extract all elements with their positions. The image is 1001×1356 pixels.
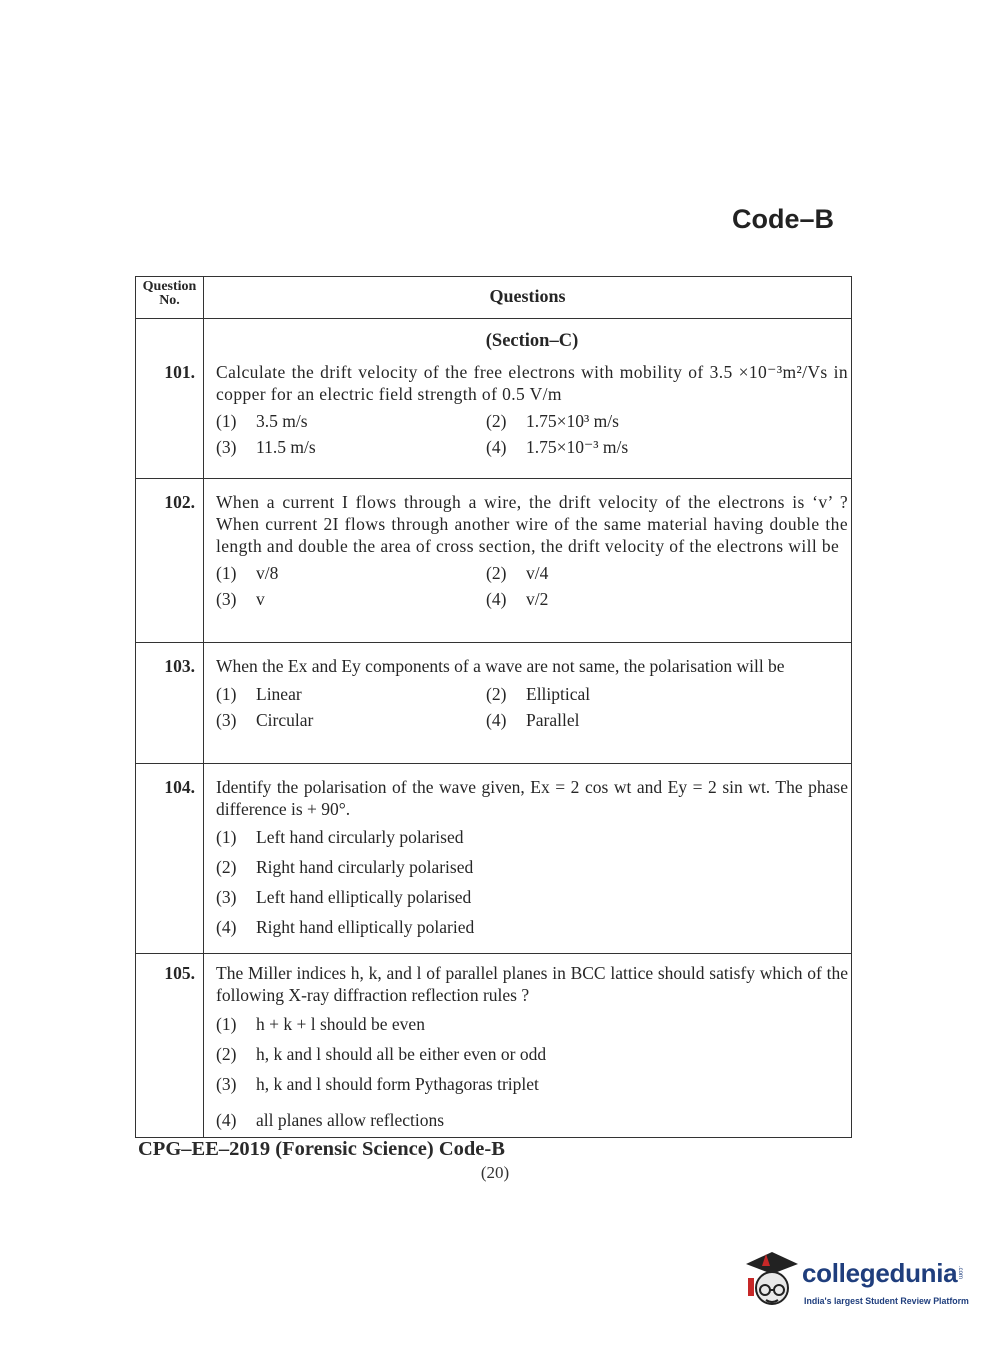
exam-footer: CPG–EE–2019 (Forensic Science) Code-B [138, 1138, 505, 1160]
section-heading: (Section–C) [485, 331, 579, 351]
option: (1) Linear [216, 684, 302, 704]
options-grid [216, 408, 848, 460]
option: (1) v/8 [216, 563, 279, 583]
question-text: When a current I flows through a wire, the drift velocity of the electrons is ‘v’ ? When current 2I flows through another wire of the same material having double the length and double the area of cross section, the drift velocity of the electrons will be [216, 492, 848, 556]
option: (2) Right hand circularly polarised [216, 857, 474, 877]
table-row [136, 479, 852, 643]
option: (2) v/4 [486, 563, 549, 583]
logo-tagline: India's largest Student Review Platform [804, 1296, 969, 1306]
logo-domain: .com [957, 1266, 963, 1280]
question-text: When the Ex and Ey components of a wave are not same, the polarisation will be [216, 656, 785, 676]
option: (3) 11.5 m/s [216, 437, 316, 457]
option: (3) Circular [216, 710, 314, 730]
question-no-header: Question No. [136, 277, 204, 319]
code-heading: Code–B [732, 204, 835, 234]
option: (4) Right hand elliptically polaried [216, 917, 475, 937]
question-number: 103. [136, 643, 204, 764]
question-cell [204, 319, 852, 479]
question-text: Calculate the drift velocity of the free electrons with mobility of 3.5 ×10⁻³m²/Vs in copper for an electric field strength of 0.5 V/m [216, 362, 848, 404]
option: (3) h, k and l should form Pythagoras triplet [216, 1074, 539, 1094]
option: (3) Left hand elliptically polarised [216, 887, 472, 907]
options-grid [216, 681, 848, 733]
question-number: 104. [136, 764, 204, 954]
option: (4) Parallel [486, 710, 580, 730]
collegedunia-logo[interactable] [742, 1248, 972, 1322]
question-number: 101. [136, 319, 204, 479]
question-cell [204, 764, 852, 954]
question-text: Identify the polarisation of the wave given, Ex = 2 cos wt and Ey = 2 sin wt. The phase difference is + 90°. [216, 777, 848, 819]
questions-header: Questions [204, 277, 852, 319]
logo-wordmark: collegedunia [802, 1258, 958, 1288]
option: (1) Left hand circularly polarised [216, 827, 464, 847]
option: (1) h + k + l should be even [216, 1014, 425, 1034]
question-number: 102. [136, 479, 204, 643]
option: (2) 1.75×10³ m/s [486, 411, 619, 431]
table-row [136, 643, 852, 764]
question-cell [204, 479, 852, 643]
table-row [136, 954, 852, 1138]
option: (4) all planes allow reflections [216, 1110, 445, 1130]
option: (3) v [216, 589, 265, 609]
options-list [216, 822, 848, 942]
question-cell [204, 954, 852, 1138]
table-header-row [136, 277, 852, 319]
mascot-icon [742, 1248, 802, 1320]
question-cell [204, 643, 852, 764]
table-row [136, 764, 852, 954]
page-number: (20) [480, 1163, 510, 1182]
options-grid [216, 560, 848, 612]
question-text: The Miller indices h, k, and l of parallel planes in BCC lattice should satisfy which of the following X-ray diffraction reflection rules ? [216, 963, 848, 1005]
option: (4) 1.75×10⁻³ m/s [486, 437, 629, 457]
options-list [216, 1009, 848, 1135]
option: (1) 3.5 m/s [216, 411, 308, 431]
table-row [136, 319, 852, 479]
option: (4) v/2 [486, 589, 549, 609]
option: (2) Elliptical [486, 684, 591, 704]
question-number: 105. [136, 954, 204, 1138]
questions-table [135, 276, 852, 1138]
option: (2) h, k and l should all be either even or odd [216, 1044, 547, 1064]
